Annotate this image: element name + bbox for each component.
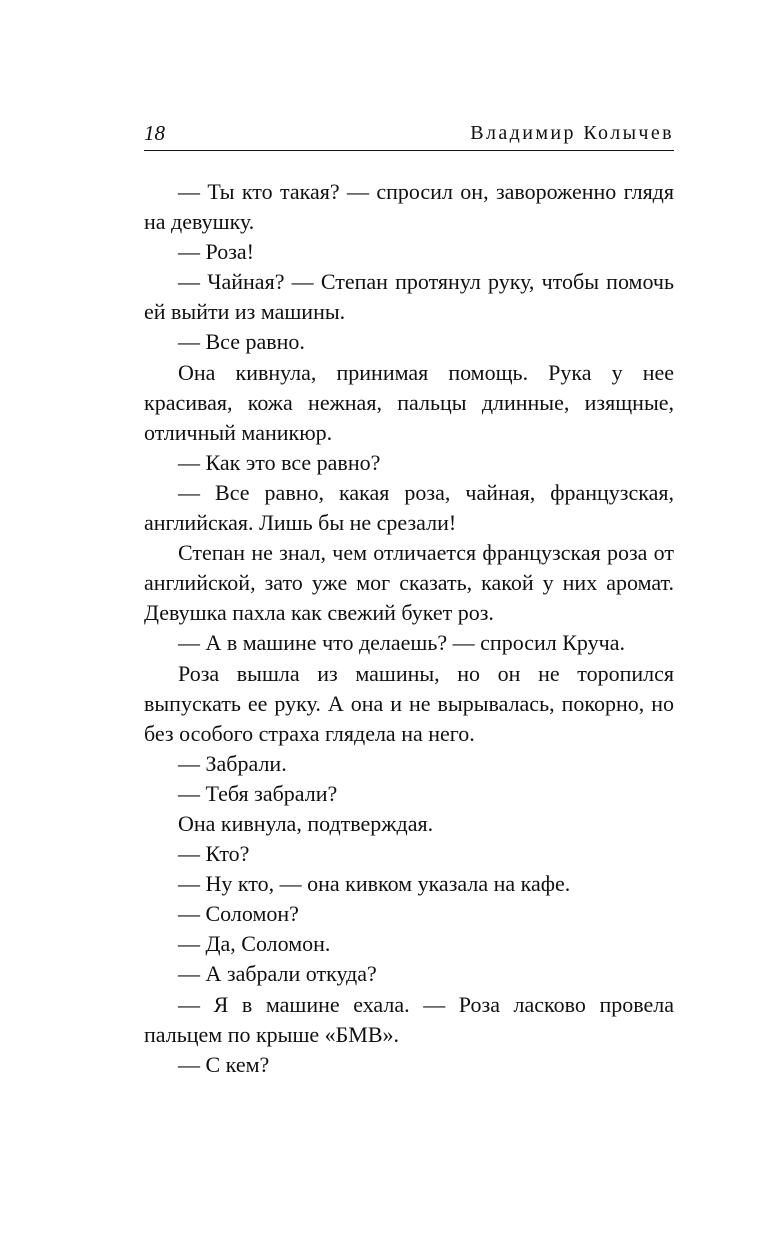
paragraph: — Да, Соломон. (178, 931, 331, 957)
page-number: 18 (144, 121, 165, 145)
paragraph: Она кивнула, принимая помощь. Рука у нее красивая, кожа нежная, пальцы длинные, изящные, отличный маникюр. (144, 359, 674, 445)
paragraph: — Я в машине ехала. — Роза ласково провела пальцем по крыше «БМВ». (144, 991, 674, 1047)
paragraph: — А забрали откуда? (178, 961, 377, 987)
page-header (144, 116, 674, 151)
running-head-author: Владимир Колычев (470, 122, 674, 144)
paragraph: Степан не знал, чем отличается французская роза от английской, зато уже мог сказать, какой у них аромат. Девушка пахла как свежий букет роз. (144, 540, 674, 626)
paragraph: Роза вышла из машины, но он не торопился выпускать ее руку. А она и не вырывалась, покорно, но без особого страха глядела на него. (144, 660, 674, 746)
paragraph: — Все равно, какая роза, чайная, французская, английская. Лишь бы не срезали! (144, 479, 674, 536)
paragraph: Она кивнула, подтверждая. (178, 810, 434, 836)
paragraph: — Чайная? — Степан протянул руку, чтобы помочь ей выйти из машины. (144, 269, 674, 325)
paragraph: — Роза! (178, 239, 254, 265)
paragraph: — Кто? (178, 841, 250, 867)
paragraph: — Соломон? (178, 901, 299, 927)
paragraph: — Ну кто, — она кивком указала на кафе. (178, 871, 571, 897)
paragraph: — Как это все равно? (178, 449, 381, 475)
paragraph: — Тебя забрали? (178, 780, 338, 806)
body-text (144, 177, 674, 1080)
paragraph: — А в машине что делаешь? — спросил Круча. (178, 630, 625, 656)
paragraph: — С кем? (178, 1051, 270, 1077)
paragraph: — Все равно. (178, 329, 305, 355)
paragraph: — Забрали. (178, 750, 287, 776)
paragraph: — Ты кто такая? — спросил он, завороженно глядя на девушку. (144, 179, 674, 235)
